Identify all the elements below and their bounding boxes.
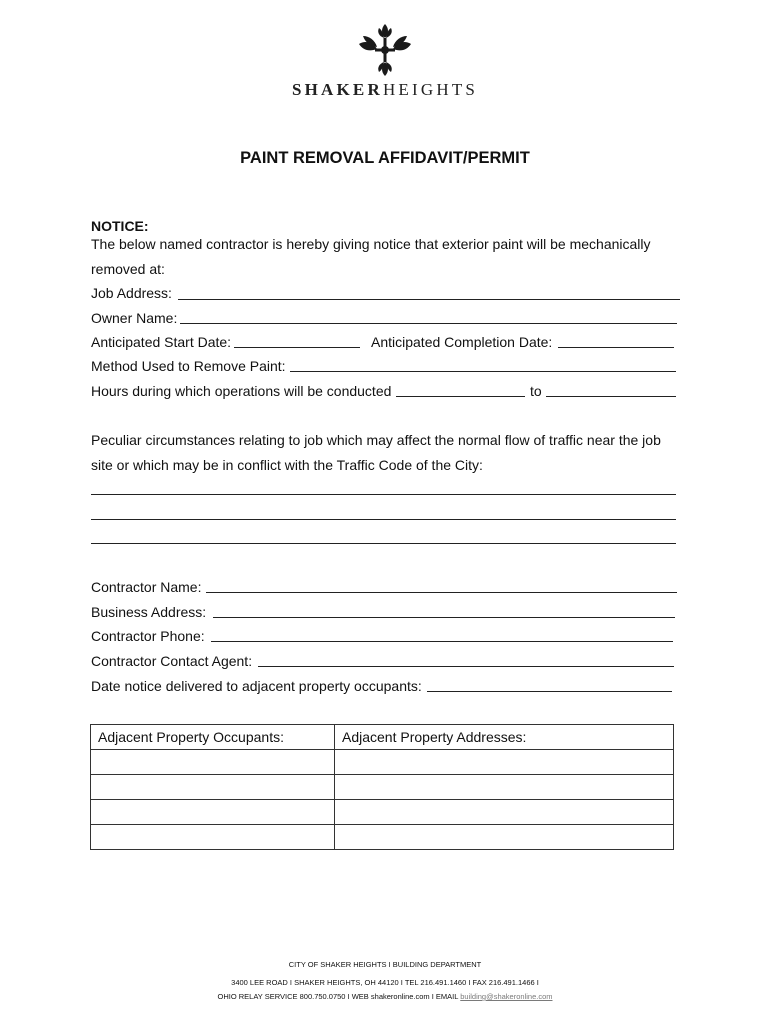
business-address-field[interactable] (213, 617, 675, 618)
footer-contact-text: OHIO RELAY SERVICE 800.750.0750 I WEB shakeronline.com I EMAIL (217, 992, 459, 1001)
job-address-label: Job Address: (91, 285, 172, 301)
brand-wordmark (0, 80, 770, 100)
address-cell[interactable] (335, 750, 674, 775)
notice-text-line1: The below named contractor is hereby giving notice that exterior paint will be mechanically (91, 236, 651, 252)
footer-line1: CITY OF SHAKER HEIGHTS I BUILDING DEPARTMENT (288, 960, 482, 969)
occupant-cell[interactable] (91, 825, 335, 850)
peculiar-text-line2: site or which may be in conflict with the Traffic Code of the City: (91, 457, 483, 473)
completion-date-field[interactable] (558, 347, 674, 348)
completion-date-label: Anticipated Completion Date: (371, 334, 553, 350)
occupant-cell[interactable] (91, 800, 335, 825)
hours-label: Hours during which operations will be conducted (91, 383, 392, 399)
owner-name-label: Owner Name: (91, 310, 178, 326)
peculiar-field-line-1[interactable] (91, 494, 676, 495)
occupant-cell[interactable] (91, 750, 335, 775)
hours-from-field[interactable] (396, 396, 525, 397)
leaf-cluster-logo-icon (355, 22, 415, 78)
contractor-phone-field[interactable] (211, 641, 673, 642)
contractor-phone-label: Contractor Phone: (91, 628, 205, 644)
peculiar-text-line1: Peculiar circumstances relating to job which may affect the normal flow of traffic near the job (91, 432, 661, 448)
adjacent-property-table (90, 724, 674, 850)
job-address-field[interactable] (178, 299, 680, 300)
owner-name-field[interactable] (180, 323, 677, 324)
date-notice-label: Date notice delivered to adjacent property occupants: (91, 678, 422, 694)
table-row (91, 800, 674, 825)
brand-rest: HEIGHTS (382, 80, 479, 99)
hours-to-field[interactable] (546, 396, 676, 397)
peculiar-field-line-3[interactable] (91, 543, 676, 544)
table-header-addresses: Adjacent Property Addresses: (335, 725, 674, 750)
contractor-name-field[interactable] (206, 592, 677, 593)
address-cell[interactable] (335, 800, 674, 825)
table-row (91, 750, 674, 775)
method-field[interactable] (290, 371, 676, 372)
footer-line2: 3400 LEE ROAD I SHAKER HEIGHTS, OH 44120 I TEL 216.491.1460 I FAX 216.491.1466 I (231, 978, 539, 987)
start-date-field[interactable] (234, 347, 360, 348)
address-cell[interactable] (335, 775, 674, 800)
notice-label: NOTICE: (91, 218, 149, 234)
table-row (91, 775, 674, 800)
contact-agent-label: Contractor Contact Agent: (91, 653, 253, 669)
contractor-name-label: Contractor Name: (91, 579, 202, 595)
page-title: PAINT REMOVAL AFFIDAVIT/PERMIT (240, 149, 530, 167)
business-address-label: Business Address: (91, 604, 207, 620)
table-row (91, 825, 674, 850)
footer-line3 (0, 992, 770, 1001)
notice-text-line2: removed at: (91, 261, 165, 277)
table-header-occupants: Adjacent Property Occupants: (91, 725, 335, 750)
footer-email-link[interactable]: building@shakeronline.com (460, 992, 553, 1001)
date-notice-field[interactable] (427, 691, 672, 692)
contact-agent-field[interactable] (258, 666, 674, 667)
address-cell[interactable] (335, 825, 674, 850)
peculiar-field-line-2[interactable] (91, 519, 676, 520)
method-label: Method Used to Remove Paint: (91, 358, 286, 374)
brand-bold: SHAKER (291, 80, 383, 99)
table-header-row (91, 725, 674, 750)
occupant-cell[interactable] (91, 775, 335, 800)
hours-to-label: to (530, 383, 542, 399)
start-date-label: Anticipated Start Date: (91, 334, 232, 350)
